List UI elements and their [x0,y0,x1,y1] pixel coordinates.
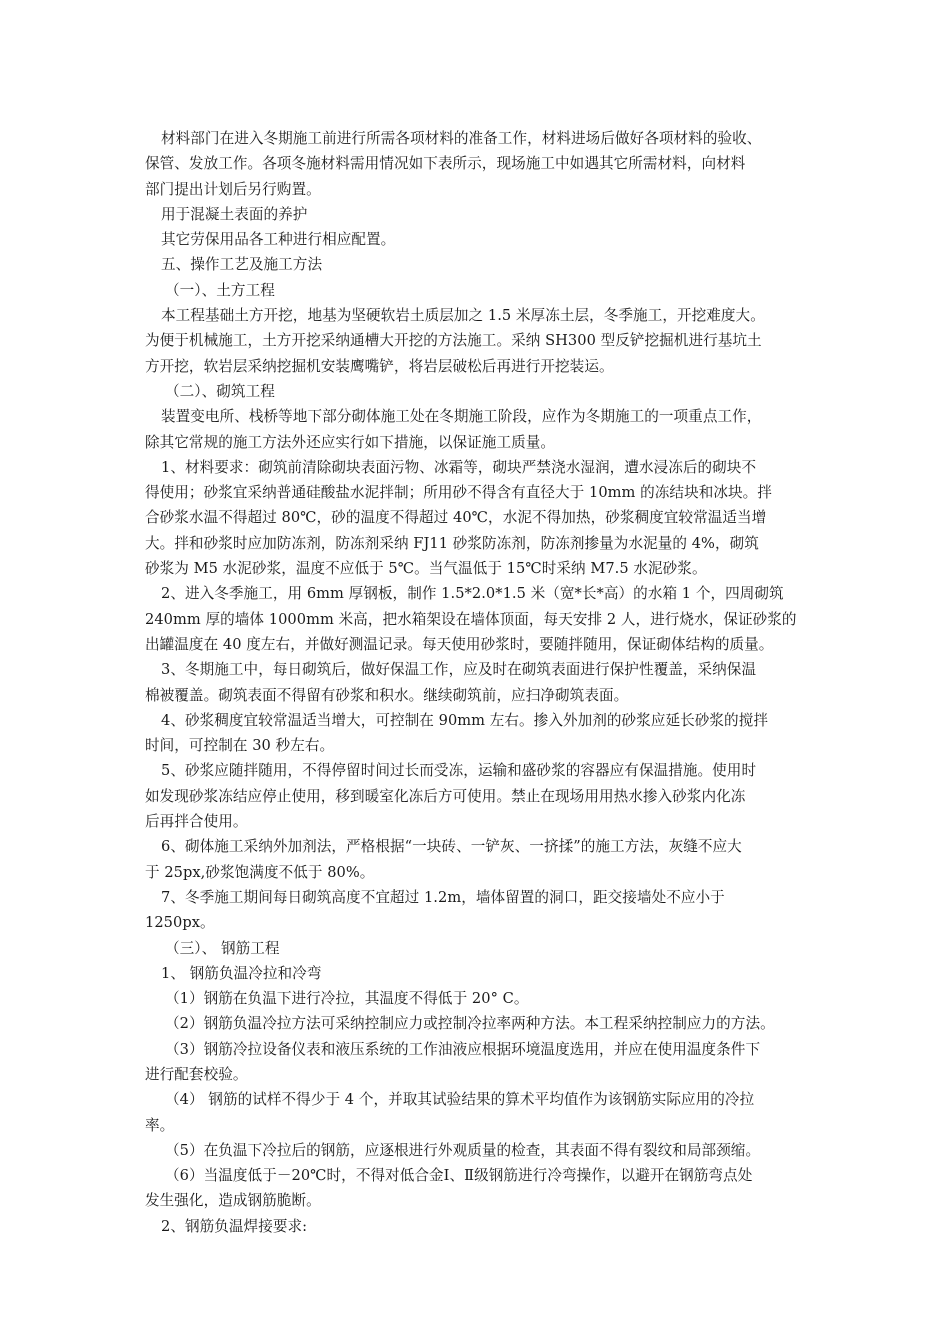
text-line: （二）、砌筑工程 [165,382,275,400]
text-line: （2）钢筋负温冷拉方法可采纳控制应力或控制冷拉率两种方法。本工程采纳控制应力的方法。 [165,1015,775,1033]
text-line: 于 25px,砂浆饱满度不低于 80%。 [145,863,375,881]
text-line: （一）、土方工程 [165,281,275,299]
text-line: 用于混凝土表面的养护 [161,205,308,223]
text-line: 4、砂浆稠度宜较常温适当增大，可控制在 90mm 左右。掺入外加剂的砂浆应延长砂浆的搅拌 [161,711,768,729]
text-line: 1、 钢筋负温冷拉和冷弯 [161,964,322,982]
text-line: （5）在负温下冷拉后的钢筋，应逐根进行外观质量的检查，其表面不得有裂纹和局部颈缩。 [165,1141,761,1159]
text-line: 1250px。 [145,914,215,932]
text-line: （4） 钢筋的试样不得少于 4 个，并取其试验结果的算术平均值作为该钢筋实际应用的冷拉 [165,1091,755,1109]
text-line: （三）、 钢筋工程 [165,939,280,957]
text-line: 1、材料要求：砌筑前清除砌块表面污物、冰霜等，砌块严禁浇水湿润，遭水浸冻后的砌块不 [161,458,757,476]
text-line: 本工程基础土方开挖，地基为坚硬软岩土质层加之 1.5 米厚冻土层，冬季施工，开挖难度大。 [161,307,765,325]
text-line: 240mm 厚的墙体 1000mm 米高，把水箱架设在墙体顶面，每天安排 2 人，进行烧水，保证砂浆的 [145,610,797,628]
text-line: 装置变电所、栈桥等地下部分砌体施工处在冬期施工阶段，应作为冬期施工的一项重点工作， [161,408,762,426]
text-line: 率。 [145,1116,175,1134]
text-line: 5、砂浆应随拌随用，不得停留时间过长而受冻，运输和盛砂浆的容器应有保温措施。使用时 [161,762,757,780]
text-line: 除其它常规的施工方法外还应实行如下措施，以保证施工质量。 [145,433,556,451]
text-line: 材料部门在进入冬期施工前进行所需各项材料的准备工作，材料进场后做好各项材料的验收、 [161,130,762,147]
text-line: 7、冬季施工期间每日砌筑高度不宜超过 1.2m，墙体留置的洞口，距交接墙处不应小于 [161,888,725,906]
text-line: 如发现砂浆冻结应停止使用，移到暖室化冻后方可使用。禁止在现场用用热水掺入砂浆内化冻 [145,787,746,805]
text-line: 大。拌和砂浆时应加防冻剂，防冻剂采纳 FJ11 砂浆防冻剂，防冻剂掺量为水泥量的 4%，砌筑 [145,534,759,552]
text-line: （1）钢筋在负温下进行冷拉，其温度不得低于 20° C。 [165,990,529,1008]
text-line: （6）当温度低于－20℃时，不得对低合金Ⅰ、Ⅱ级钢筋进行冷弯操作，以避开在钢筋弯点处 [165,1167,753,1185]
text-line: 2、进入冬季施工，用 6mm 厚钢板，制作 1.5*2.0*1.5 米（宽*长*高）的水箱 1 个，四周砌筑 [161,585,784,603]
text-line: 发生强化，造成钢筋脆断。 [145,1192,321,1210]
text-line: 棉被覆盖。砌筑表面不得留有砂浆和积水。继续砌筑前，应扫净砌筑表面。 [145,686,629,704]
text-line: 6、砌体施工采纳外加剂法，严格根据“一块砖、一铲灰、一挤揉”的施工方法，灰缝不应大 [161,838,742,856]
text-line: 保管、发放工作。各项冬施材料需用情况如下表所示，现场施工中如遇其它所需材料，向材料 [145,155,746,173]
text-line: 部门提出计划后另行购置。 [145,180,321,198]
text-line: （3）钢筋冷拉设备仪表和液压系统的工作油液应根据环境温度选用，并应在使用温度条件下 [165,1040,761,1058]
text-line: 其它劳保用品各工种进行相应配置。 [161,231,396,249]
text-line: 五、操作工艺及施工方法 [161,256,323,274]
text-line: 3、冬期施工中，每日砌筑后，做好保温工作，应及时在砌筑表面进行保护性覆盖，采纳保温 [161,661,757,679]
text-line: 后再拌合使用。 [145,813,248,831]
text-line: 进行配套校验。 [145,1065,248,1083]
text-line: 2、钢筋负温焊接要求: [161,1217,308,1235]
text-line: 合砂浆水温不得超过 80℃，砂的温度不得超过 40℃，水泥不得加热，砂浆稠度宜较常温适当增 [145,509,767,527]
text-line: 得使用；砂浆宜采纳普通硅酸盐水泥拌制；所用砂不得含有直径大于 10mm 的冻结块和冰块。拌 [145,484,772,502]
text-line: 为便于机械施工，土方开挖采纳通槽大开挖的方法施工。采纳 SH300 型反铲挖掘机进行基坑土 [145,332,762,350]
text-line: 方开挖，软岩层采纳挖掘机安装鹰嘴铲，将岩层破松后再进行开挖装运。 [145,357,614,375]
text-line: 出罐温度在 40 度左右，并做好测温记录。每天使用砂浆时，要随拌随用，保证砌体结构的质量。 [145,635,774,653]
text-line: 砂浆为 M5 水泥砂浆，温度不应低于 5℃。当气温低于 15℃时采纳 M7.5 水泥砂浆。 [145,560,707,578]
text-line: 时间，可控制在 30 秒左右。 [145,737,335,755]
document-page [145,126,825,1239]
